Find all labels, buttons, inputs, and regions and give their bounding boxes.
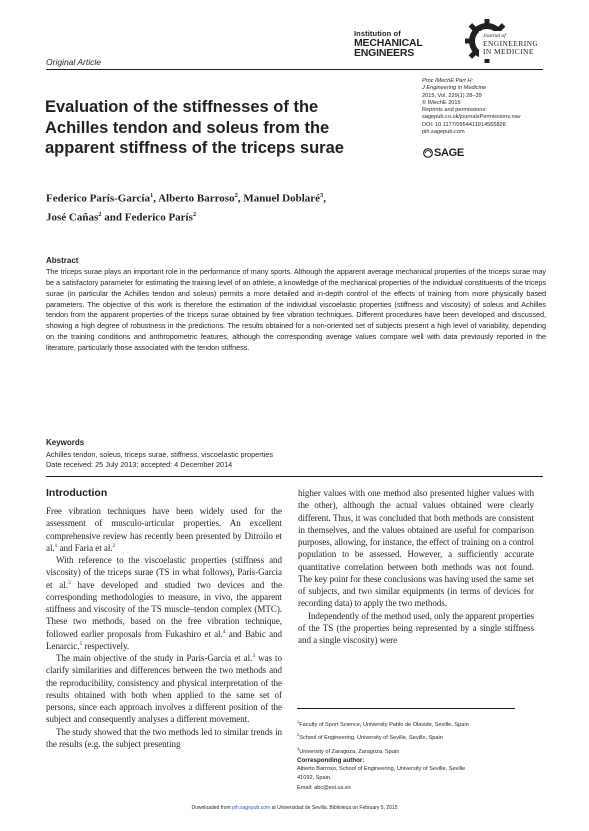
affiliation: $^1$Faculty of Sport Science, University Pablo de Olavide, Seville, Spain <box>297 719 469 728</box>
article-type: Original Article <box>46 57 101 67</box>
corresponding-author-line: Alberto Barroso, School of Engineering, University of Seville, Seville <box>297 766 466 773</box>
journal-of-label: Journal of <box>483 33 506 39</box>
meta-journal: J Engineering in Medicine <box>422 85 487 92</box>
imeche-logo-line1: Institution of <box>354 29 401 38</box>
author-affiliation-mark: 1 <box>149 192 154 199</box>
imeche-logo-line2: MECHANICAL <box>354 37 423 49</box>
meta-reprints: Reprints and permissions: <box>422 107 487 114</box>
paragraph: higher values with one method also presented higher values with the other), although the actual values obtained were clearly different. Thus, it was concluded that both methods are consistent in themselves, and the values obtained are useful for comparison purposes, allowing, for instance, the effect of training on a control population to be assessed. However, a sufficiently accurate quantitative correlation between both methods was not found. The key point for these conclusions was having used the same set of subjects, and two similar equipments (in terms of devices for recording data) to apply the two methods. <box>298 488 534 609</box>
author-list: Federico París-García$^1$, Alberto Barroso$^2$, Manuel Doblaré$^3$, José Cañas$^2$ and Federico París$^2$ <box>46 192 327 224</box>
introduction-heading: Introduction <box>46 487 108 499</box>
abstract-heading: Abstract <box>46 256 79 265</box>
paragraph: With reference to the viscoelastic properties (stiffness and viscosity) of the triceps surae (TS in what follows), Paris-Garcia et al.$^3$ have developed and studied two devices and the corresponding methodologies to measure, in vivo, the apparent stiffness and viscosity of the TS muscle–tendon complex (MTC). These two methods, based on the free vibration technique, followed earlier proposals from Fukashiro et al.$^4$ and Babic and Lenarcic,$^5$ respectively. <box>46 555 283 651</box>
journal-logo <box>465 19 575 59</box>
sage-mark-icon <box>423 148 433 158</box>
affiliations <box>297 717 537 757</box>
affiliation: $^2$School of Engineering, University of Seville, Seville, Spain <box>297 732 443 742</box>
body-column-left <box>46 505 282 750</box>
download-link[interactable]: pih.sagepub.com <box>232 805 271 811</box>
footnote-rule <box>297 708 515 709</box>
journal-name-line1: ENGINEERING <box>483 39 539 48</box>
paragraph: The main objective of the study in París-García et al.$^3$ was to clarify similarities and differences between the two methods and the reproducibility, consistency and physical interpretation of the results obtained with both when applied to the same set of persons, since each approach involves a different position of the subject and consequently analyses a different movement. <box>46 652 282 725</box>
journal-name-line2: IN MEDICINE <box>483 47 534 56</box>
corresponding-author-email[interactable]: Email: abc@esi.us.es <box>297 784 351 791</box>
meta-doi[interactable]: DOI: 10.1177/0954411914565828 <box>422 121 506 128</box>
author-affiliation-mark: 2 <box>192 210 197 218</box>
imeche-logo <box>354 30 438 58</box>
author-name: Manuel Doblaré <box>243 192 321 205</box>
keywords-text: Achilles tendon, soleus, triceps surae, stiffness, viscoelastic properties <box>46 450 273 459</box>
meta-volume: 2015, Vol. 229(1) 28–39 <box>422 92 482 99</box>
paragraph: Independently of the method used, only the apparent properties of the TS (the properties being represented by a single stiffness and a single viscosity) were <box>298 610 534 645</box>
paragraph: Free vibration techniques have been widely used for the assessment of musculo-articular properties. An excellent comprehensive review has recently been presented by Ditroilo et al.$^1$ and Faria et al.$^2$ <box>46 506 282 553</box>
meta-copyright: © IMechE 2015 <box>422 99 461 106</box>
author-affiliation-mark: 2 <box>98 210 102 218</box>
author-name: José Cañas <box>46 211 99 224</box>
article-title: Evaluation of the stiffnesses of the Achilles tendon and soleus from the apparent stiffness of the triceps surae <box>45 98 344 157</box>
corresponding-author <box>297 756 537 793</box>
paragraph: The study showed that the two methods led to similar trends in the results (e.g. the subject presenting <box>46 726 282 749</box>
sage-logo <box>423 148 483 160</box>
meta-site[interactable]: pih.sagepub.com <box>422 129 465 136</box>
sage-logo-text: SAGE <box>434 147 464 159</box>
body-column-right <box>298 487 534 646</box>
download-footer: Downloaded from pih.sagepub.com at Universidad de Sevilla. Biblioteca on February 5, 2015 <box>191 805 398 811</box>
author-name: Federico París <box>124 211 193 224</box>
meta-reprints-url[interactable]: sagepub.co.uk/journalsPermissions.nav <box>422 114 521 121</box>
author-affiliation-mark: 2 <box>234 192 238 199</box>
abstract-text: The triceps surae plays an important role in the performance of many sports. Although the apparent average mechanical properties of the triceps surae may be a satisfactory parameter for estimating the training level of an athlete, a knowledge of the mechanical properties of the individual constituents of the triceps surae (in particular the Achilles tendon and soleus) permits a more detailed and in-depth control of the effects of training from more physically based parameters. The objective of this work is therefore the estimation of the individual viscoelastic properties (stiffness and viscosity) of soleus and Achilles tendon from the apparent properties of the triceps surae obtained by free vibration techniques. Different procedures have been developed and discussed, showing a high degree of robustness in the predictions. The results obtained for a non-oriented set of subjects present a high level of variability, depending on the training conditions and anthropometric features, although the corresponding average values compare well with data previously reported in the literature, particularly those associated with the tendon stiffness. <box>46 267 546 352</box>
author-affiliation-mark: 3 <box>320 192 324 199</box>
author-name: Federico París-García <box>46 192 150 205</box>
section-rule <box>46 476 543 477</box>
affiliation: $^3$University of Zaragoza, Zaragoza, Spain <box>297 745 400 755</box>
citation-meta <box>422 78 552 136</box>
corresponding-author-heading: Corresponding author: <box>297 757 365 764</box>
keywords-heading: Keywords <box>46 438 85 447</box>
author-name: Alberto Barroso <box>158 192 235 205</box>
header-rule <box>46 69 543 70</box>
corresponding-author-line: 41092, Spain. <box>297 775 332 782</box>
received-dates: Date received: 25 July 2013; accepted: 4 December 2014 <box>46 460 233 469</box>
imeche-logo-line3: ENGINEERS <box>354 47 415 59</box>
meta-proc: Proc IMechE Part H: <box>422 78 473 84</box>
